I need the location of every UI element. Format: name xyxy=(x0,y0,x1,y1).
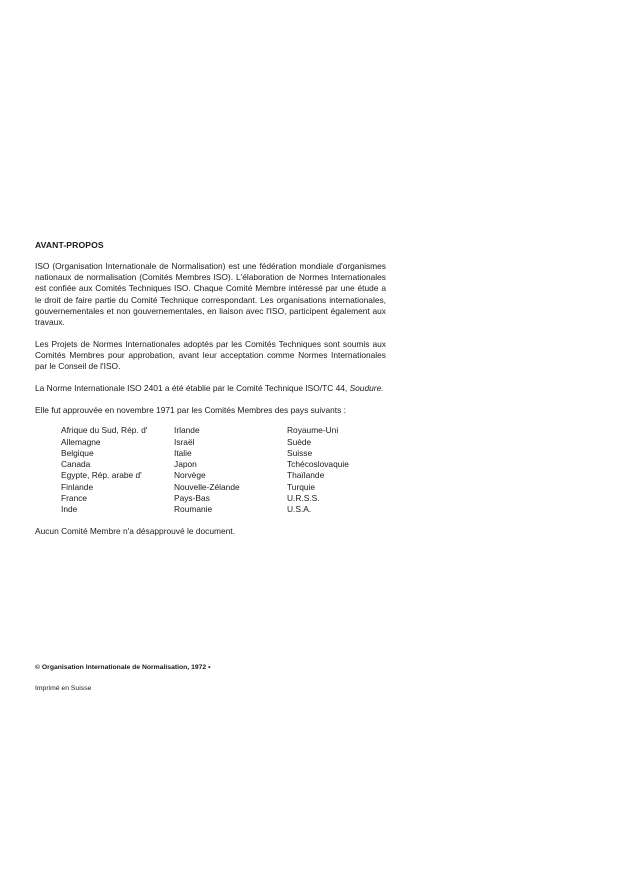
country-item: Suède xyxy=(287,436,312,447)
paragraph-standard-origin xyxy=(35,383,386,394)
country-item: Belgique xyxy=(61,447,94,458)
country-item: Roumanie xyxy=(174,504,213,515)
standard-origin-text: La Norme Internationale ISO 2401 a été établie par le Comité Technique ISO/TC 44, xyxy=(35,382,350,393)
country-item: Norvège xyxy=(174,470,206,481)
country-item: Allemagne xyxy=(61,436,101,447)
country-item: U.R.S.S. xyxy=(287,493,320,504)
foreword-section xyxy=(35,240,386,547)
country-item: U.S.A. xyxy=(287,504,312,515)
country-item: Inde xyxy=(61,504,78,515)
country-item: Egypte, Rép. arabe d' xyxy=(61,470,142,481)
country-item: France xyxy=(61,493,88,504)
country-item: Italie xyxy=(174,447,192,458)
country-item: Nouvelle-Zélande xyxy=(174,481,240,492)
country-item: Royaume-Uni xyxy=(287,425,339,436)
country-item: Thaïlande xyxy=(287,470,325,481)
country-item: Pays-Bas xyxy=(174,493,210,504)
country-item: Finlande xyxy=(61,481,94,492)
paragraph-iso-intro: ISO (Organisation Internationale de Normalisation) est une fédération mondiale d'organismes nationaux de normalisation (Comités Membres ISO). L'élaboration de Normes Internationales est confiée aux Comités Techniques ISO. Chaque Comité Membre intéressé par une étude a le droit de faire partie du Comité Technique correspondant. Les organisations internationales, gouvernementales et non gouvernementales, en liaison avec l'ISO, participent également aux travaux. xyxy=(35,261,386,328)
country-item: Israël xyxy=(174,436,195,447)
country-item: Canada xyxy=(61,459,91,470)
paragraph-approval: Elle fut approuvée en novembre 1971 par les Comités Membres des pays suivants : xyxy=(35,404,346,415)
country-item: Japon xyxy=(174,459,197,470)
country-column-3 xyxy=(287,425,387,515)
country-item: Irlande xyxy=(174,425,200,436)
country-column-1 xyxy=(61,425,174,515)
paragraph-draft-standards: Les Projets de Normes Internationales adoptés par les Comités Techniques sont soumis aux Comités Membres pour approbation, avant leur acceptation comme Normes Internationales par le Conseil de l'ISO. xyxy=(35,338,386,372)
paragraph-no-disapproval: Aucun Comité Membre n'a désapprouvé le document. xyxy=(35,525,235,536)
printed-in-notice: Imprimé en Suisse xyxy=(35,685,92,692)
country-item: Suisse xyxy=(287,447,313,458)
committee-subject: Soudure. xyxy=(349,382,384,393)
country-item: Afrique du Sud, Rép. d' xyxy=(61,425,148,436)
country-item: Turquie xyxy=(287,481,316,492)
section-heading: AVANT-PROPOS xyxy=(35,240,104,250)
country-item: Tchécoslovaquie xyxy=(287,459,349,470)
country-column-2 xyxy=(174,425,287,515)
copyright-notice: © Organisation Internationale de Normalisation, 1972 • xyxy=(35,664,211,671)
country-list xyxy=(61,425,386,515)
